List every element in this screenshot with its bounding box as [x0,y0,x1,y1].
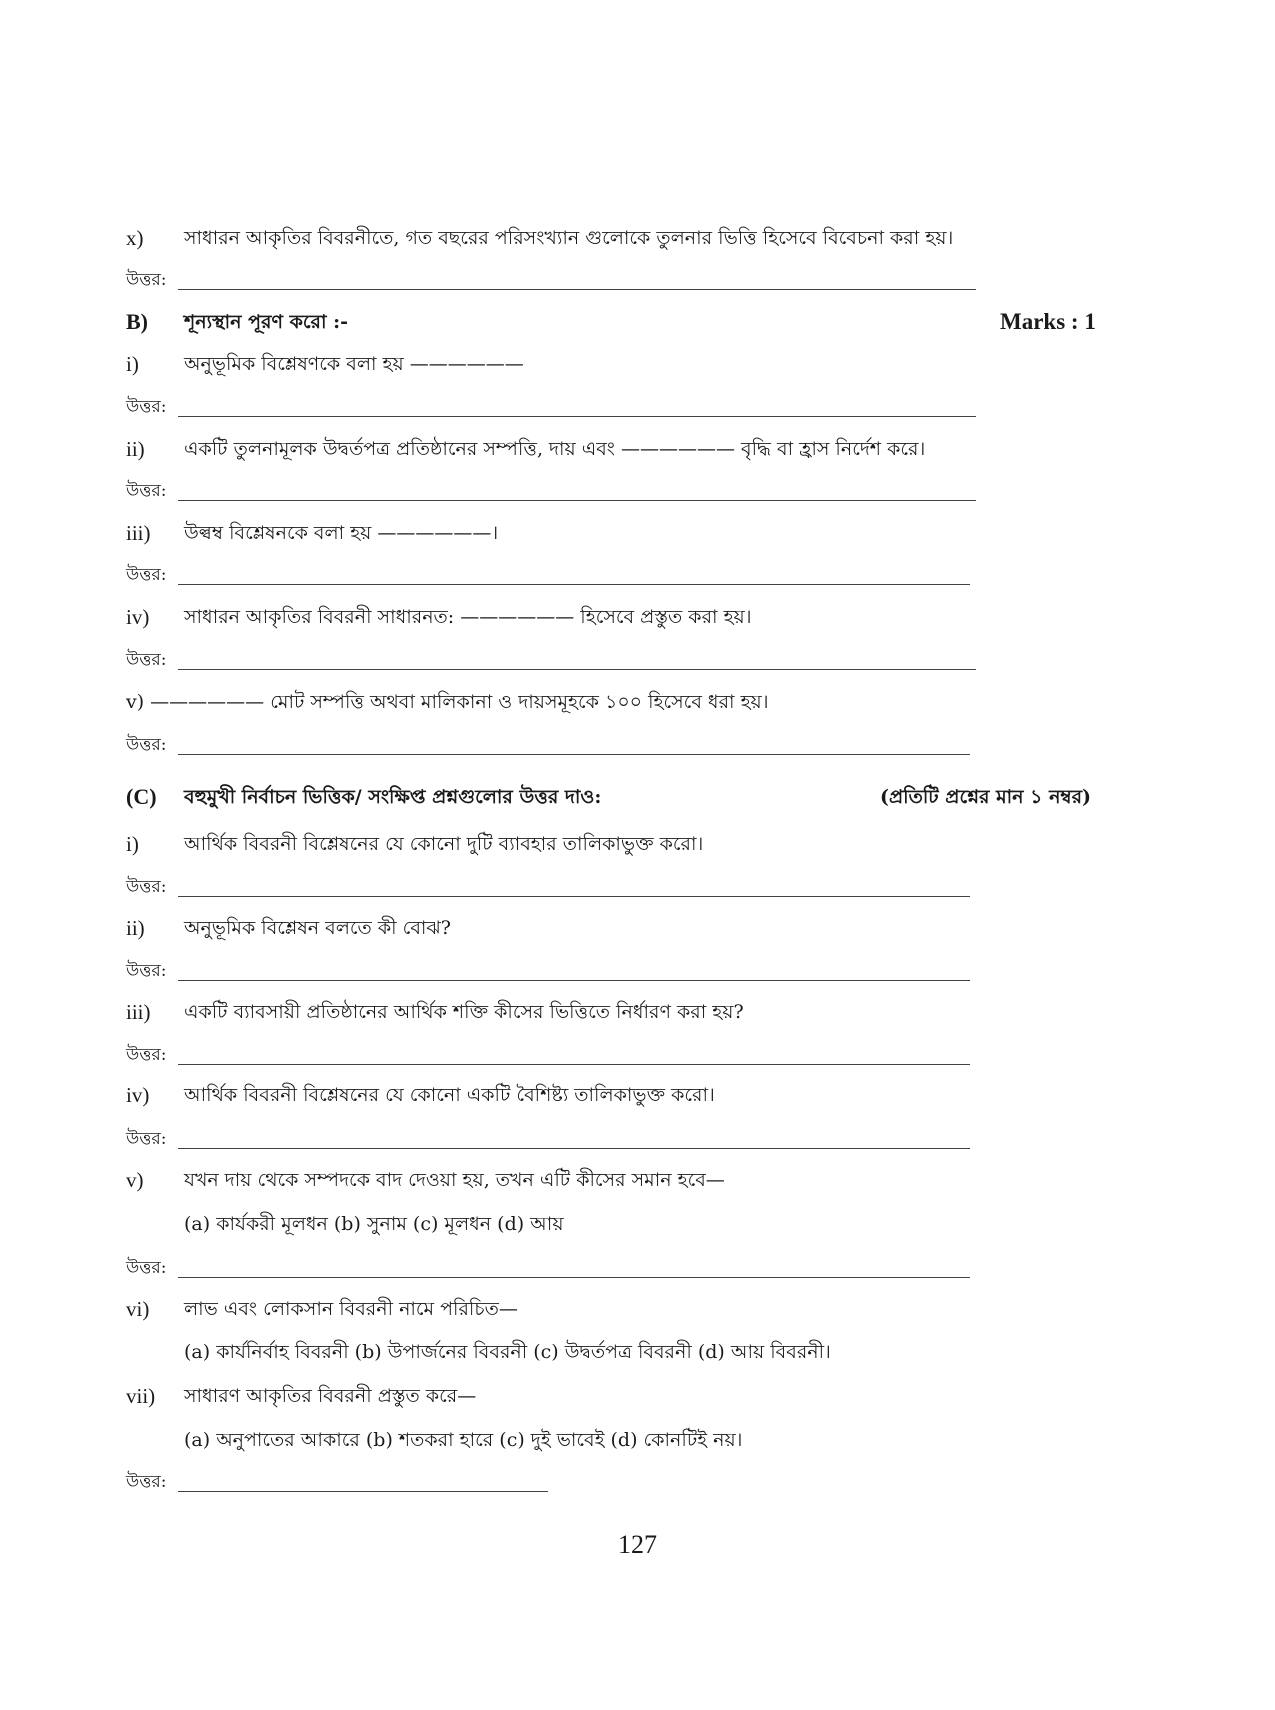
answer-label: উত্তর: [126,877,167,897]
question-text: আর্থিক বিবরনী বিশ্লেষনের যে কোনো একটি বৈশিষ্ট্য তালিকাভুক্ত করো। [184,1084,715,1106]
question-text: লাভ এবং লোকসান বিবরনী নামে পরিচিত— [184,1298,518,1320]
section-b-title: শূন্যস্থান পূরণ করো :- [184,311,348,333]
question-text: উল্বম্ব বিশ্লেষনকে বলা হয় ——————। [184,522,499,544]
question-options: (a) কার্যকরী মূলধন (b) সুনাম (c) মূলধন (d) আয় [184,1213,564,1235]
answer-blank [178,980,970,981]
question-row [0,1073,1275,1117]
question-row [0,680,1275,724]
question-text: সাধারন আকৃতির বিবরনীতে, গত বছরের পরিসংখ্যান গুলোকে তুলনার ভিত্তি হিসেবে বিবেচনা করা হয়। [184,227,954,249]
answer-blank [178,896,970,897]
answer-label: উত্তর: [126,735,167,755]
question-text: সাধারণ আকৃতির বিবরনী প্রস্তুত করে— [184,1385,477,1407]
answer-blank [178,584,970,585]
section-b-header [0,300,1275,344]
question-row [0,216,1275,260]
section-c-marks: (প্রতিটি প্রশ্নের মান ১ নম্বর) [880,786,1092,808]
question-row [0,1374,1275,1418]
answer-label: উত্তর: [126,397,167,417]
page-number: 127 [618,1530,657,1559]
answer-blank [178,754,970,755]
answer-blank [178,1491,548,1492]
question-number: vii) [126,1384,156,1408]
answer-label: উত্তর: [126,650,167,670]
question-text: যখন দায় থেকে সম্পদকে বাদ দেওয়া হয়, তখন এটি কীসের সমান হবে— [184,1169,725,1191]
answer-label: উত্তর: [126,270,167,290]
question-options: (a) অনুপাতের আকারে (b) শতকরা হারে (c) দুই ভাবেই (d) কোনটিই নয়। [184,1429,743,1451]
question-number: ii) [126,437,145,461]
answer-blank [178,1277,970,1278]
answer-blank [178,669,976,670]
question-text: সাধারন আকৃতির বিবরনী সাধারনত: —————— হিসেবে প্রস্তুত করা হয়। [184,606,752,628]
question-number: iii) [126,521,151,545]
answer-label: উত্তর: [126,1045,167,1065]
question-row [0,595,1275,639]
question-text: অনুভূমিক বিশ্লেষন বলতে কী বোঝ? [184,917,451,939]
question-row [0,906,1275,950]
answer-blank [178,416,976,417]
question-number: iv) [126,1083,150,1107]
question-row [0,511,1275,555]
question-text: অনুভূমিক বিশ্লেষণকে বলা হয় —————— [184,353,524,375]
question-number: iii) [126,1000,151,1024]
section-c-header [0,775,1275,819]
question-row [0,822,1275,866]
question-text: আর্থিক বিবরনী বিশ্লেষনের যে কোনো দুটি ব্যাবহার তালিকাভুক্ত করো। [184,833,704,855]
answer-blank [178,1064,970,1065]
answer-label: উত্তর: [126,1258,167,1278]
question-row [0,1287,1275,1331]
question-number: x) [126,226,144,250]
question-options: (a) কার্যনির্বাহ বিবরনী (b) উপার্জনের বিবরনী (c) উদ্বর্তপত্র বিবরনী (d) আয় বিবরনী। [184,1341,831,1363]
answer-label: উত্তর: [126,1129,167,1149]
section-c-number: (C) [126,784,157,809]
question-text: একটি তুলনামূলক উদ্বর্তপত্র প্রতিষ্ঠানের সম্পত্তি, দায় এবং —————— বৃদ্ধি বা হ্রাস নির্দেশ করে। [184,438,926,460]
section-c-title: বহুমুখী নির্বাচন ভিত্তিক/ সংক্ষিপ্ত প্রশ্নগুলোর উত্তর দাও: [184,786,602,808]
question-text: v) —————— মোট সম্পত্তি অথবা মালিকানা ও দায়সমূহকে ১০০ হিসেবে ধরা হয়। [126,691,769,713]
answer-blank [178,289,976,290]
answer-blank [178,1148,970,1149]
answer-label: উত্তর: [126,961,167,981]
section-b-marks: Marks : 1 [1000,309,1096,334]
question-number: iv) [126,605,150,629]
question-number: ii) [126,916,145,940]
section-b-number: B) [126,309,148,334]
question-row [0,990,1275,1034]
question-row [0,1158,1275,1202]
question-number: v) [126,1168,144,1192]
answer-label: উত্তর: [126,481,167,501]
question-text: একটি ব্যাবসায়ী প্রতিষ্ঠানের আর্থিক শক্তি কীসের ভিত্তিতে নির্ধারণ করা হয়? [184,1001,744,1023]
question-number: i) [126,352,139,376]
question-row [0,427,1275,471]
answer-blank [178,500,976,501]
question-row [0,342,1275,386]
answer-label: উত্তর: [126,565,167,585]
answer-label: উত্তর: [126,1472,167,1492]
question-number: vi) [126,1297,150,1321]
question-number: i) [126,832,139,856]
